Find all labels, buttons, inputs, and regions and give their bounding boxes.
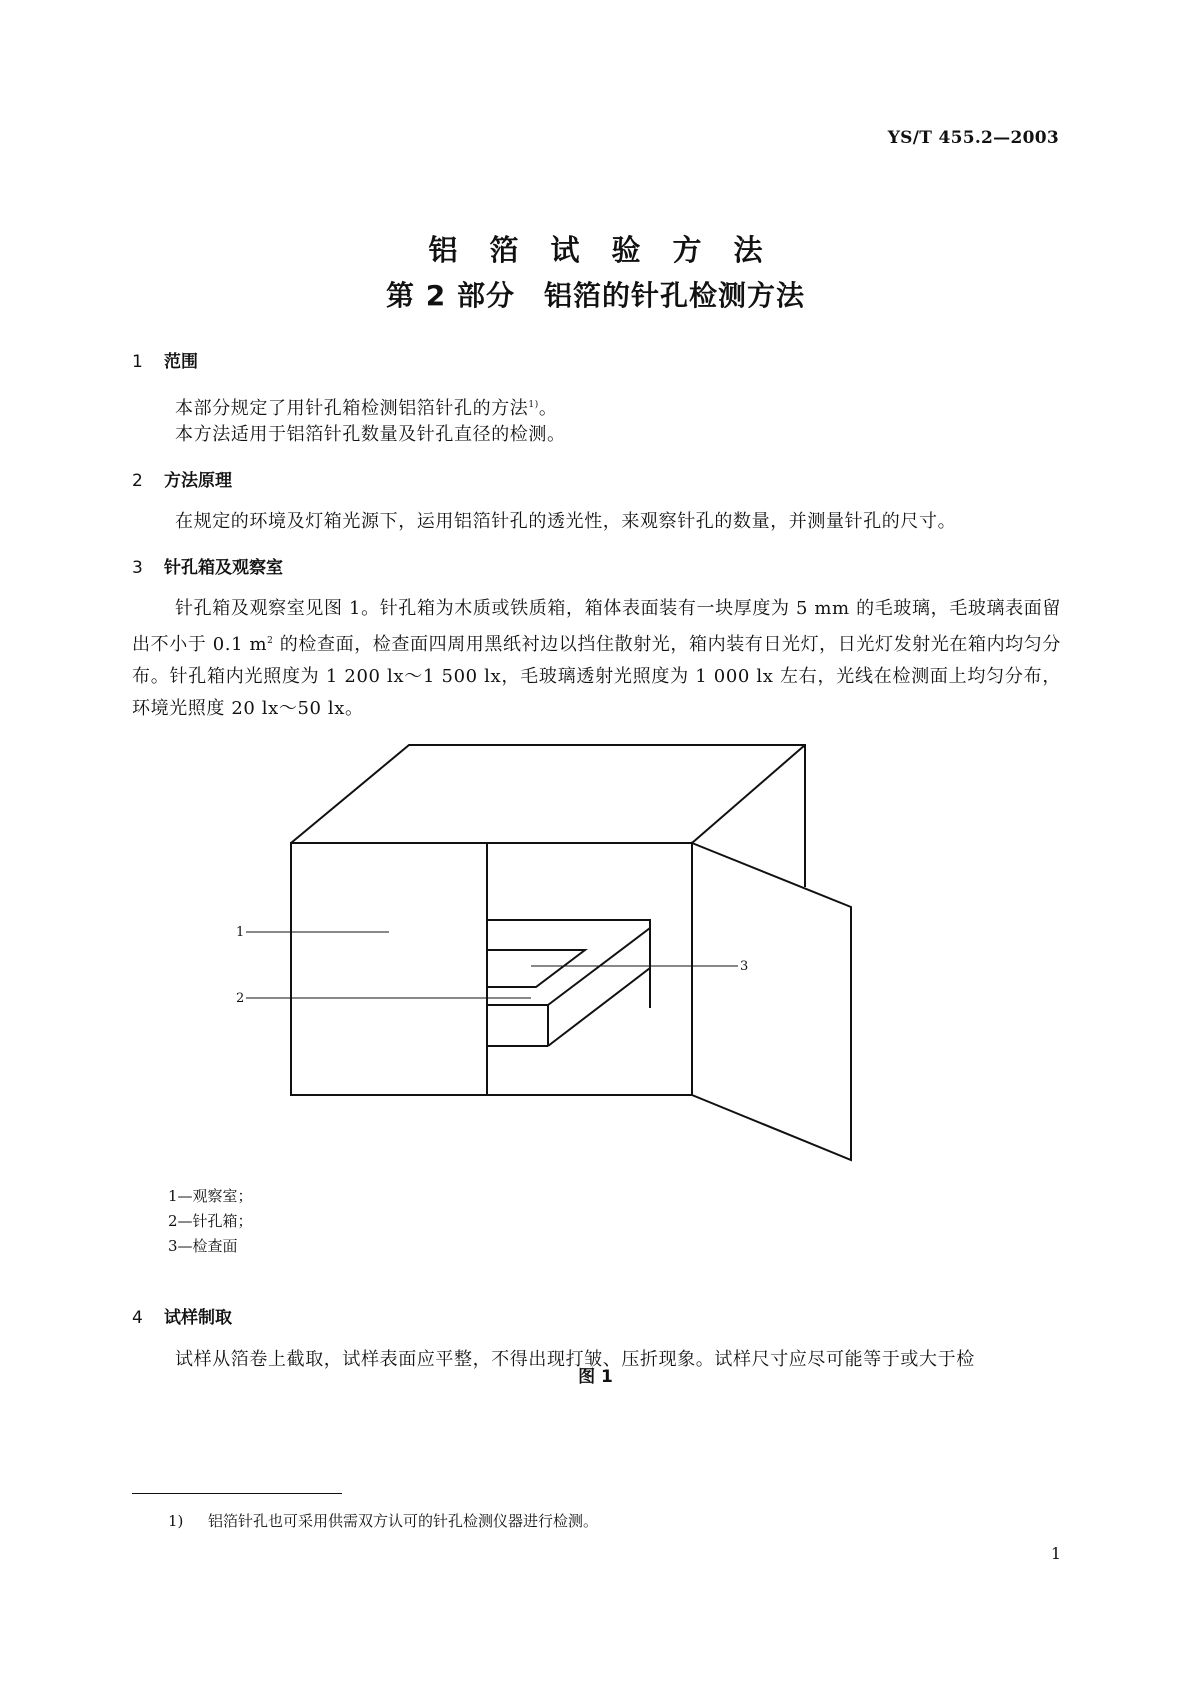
scope-text: 本部分规定了用针孔箱检测铝箔针孔的方法 <box>175 398 529 419</box>
section-title: 针孔箱及观察室 <box>164 558 283 578</box>
section-number: 4 <box>132 1308 143 1328</box>
section-number: 3 <box>132 558 143 578</box>
callout-label-3: 3 <box>740 959 749 974</box>
pinhole-box <box>487 843 650 1095</box>
legend-item: 2—针孔箱； <box>168 1212 253 1230</box>
page-number: 1 <box>1050 1544 1061 1563</box>
footnote-mark: 1) <box>168 1512 184 1530</box>
figure-caption: 图 1 <box>578 1367 613 1387</box>
callout-label-2: 2 <box>236 991 245 1006</box>
unit-exponent: 2 <box>267 636 274 646</box>
apparatus-text-2: 的检查面，检查面四周用黑纸衬边以挡住散射光，箱内装有日光灯，日光灯发射光在箱内均匀分布。针孔箱内光照度为 1 200 lx～1 500 lx，毛玻璃透射光照度为 1 000 lx 左右，光线在检测面上均匀分布，环境光照度 20 lx～50 lx。 <box>132 634 1061 719</box>
legend-item: 1—观察室； <box>168 1187 253 1205</box>
footnote-reference[interactable]: 1) <box>528 400 539 410</box>
scope-paragraph-2: 本方法适用于铝箔针孔数量及针孔直径的检测。 <box>175 424 566 445</box>
section-number: 2 <box>132 471 143 491</box>
figure-legend <box>168 1184 253 1259</box>
section-title: 方法原理 <box>164 471 232 491</box>
section-title: 试样制取 <box>164 1308 232 1328</box>
section-heading-sampling <box>132 1303 232 1328</box>
section-title: 范围 <box>164 352 198 372</box>
footnote-text: 铝箔针孔也可采用供需双方认可的针孔检测仪器进行检测。 <box>208 1512 599 1530</box>
sampling-paragraph: 试样从箔卷上截取，试样表面应平整，不得出现打皱、压折现象。试样尺寸应尽可能等于或大于检 <box>175 1349 975 1370</box>
open-door <box>692 843 851 1160</box>
callout-3 <box>531 959 748 974</box>
document-subtitle: 第 2 部分 铝箔的针孔检测方法 <box>386 279 805 312</box>
legend-item: 3—检查面 <box>168 1237 238 1255</box>
standard-code: YS/T 455.2—2003 <box>887 128 1059 148</box>
principle-paragraph: 在规定的环境及灯箱光源下，运用铝箔针孔的透光性，来观察针孔的数量，并测量针孔的尺寸。 <box>175 511 957 532</box>
scope-text-end: 。 <box>538 398 558 419</box>
footnote-divider <box>132 1493 342 1494</box>
footnote <box>168 1510 598 1531</box>
callout-label-1: 1 <box>236 925 245 940</box>
section-number: 1 <box>132 352 143 372</box>
callout-1 <box>236 925 389 940</box>
apparatus-text-1: 针孔箱及观察室见图 1。针孔箱为木质或铁质箱，箱体表面装有一块厚度为 5 mm 的毛玻璃，毛玻璃表面留出不小于 0.1 m <box>132 598 1061 655</box>
document-title: 铝箔试验方法 <box>428 233 795 267</box>
